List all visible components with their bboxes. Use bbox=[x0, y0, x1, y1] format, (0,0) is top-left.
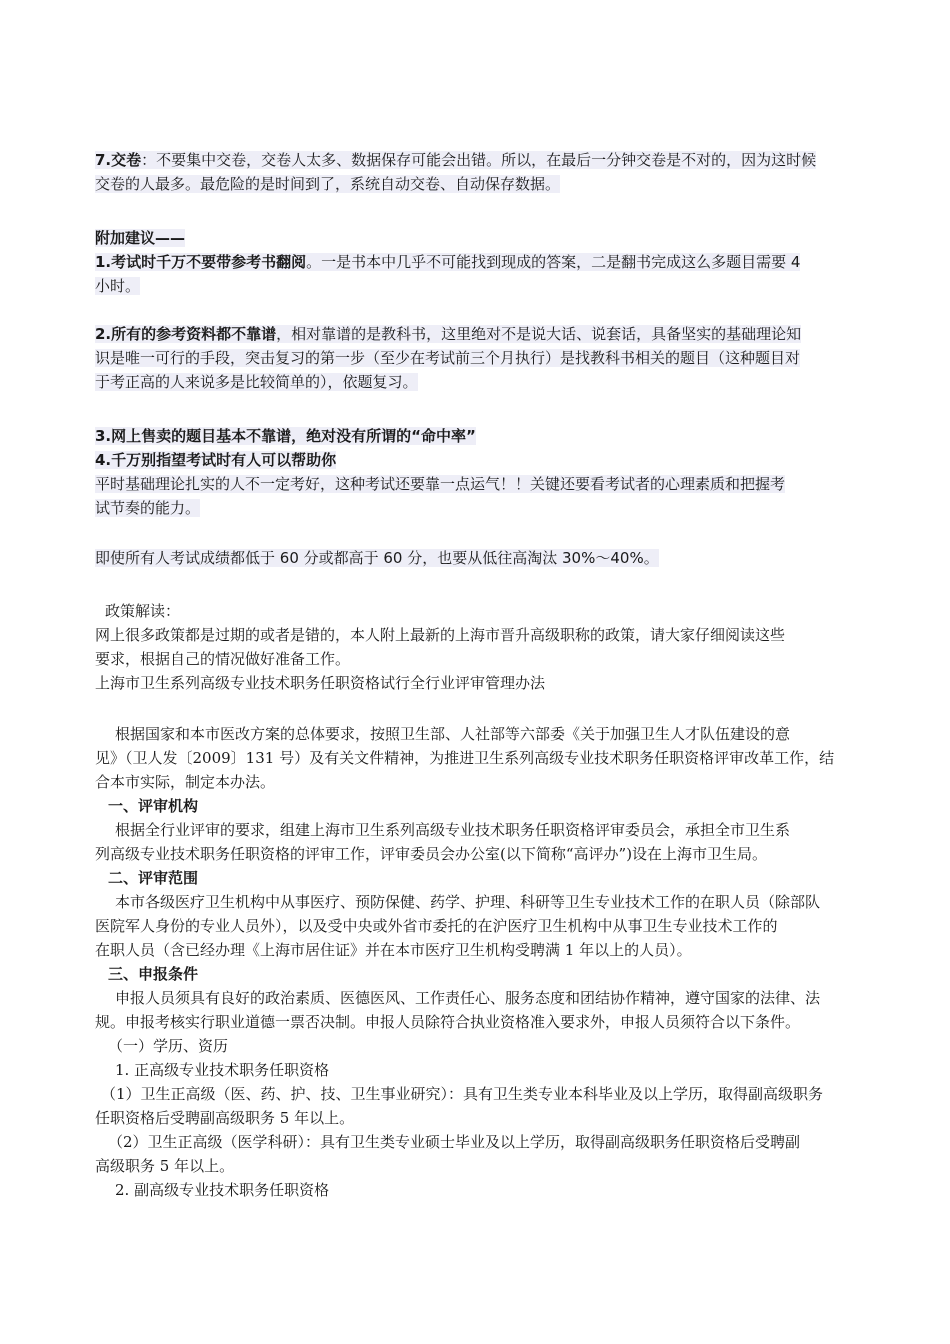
section-3-line-1: 申报人员须具有良好的政治素质、医德医风、工作责任心、服务态度和团结协作精神，遵守国家的法律、法 bbox=[115, 989, 821, 1007]
intro-line-1: 根据国家和本市医改方案的总体要求，按照卫生部、人社部等六部委《关于加强卫生人才队伍建设的意 bbox=[115, 725, 791, 743]
advice-3-4 bbox=[95, 424, 867, 520]
section-heading-2: 二、评审范围 bbox=[108, 869, 199, 887]
item-1b-line-2: 高级职务 5 年以上。 bbox=[95, 1157, 235, 1175]
section-3-line-2: 规。申报考核实行职业道德一票否决制。申报人员除符合执业资格准入要求外，申报人员须符合以下条件。 bbox=[95, 1013, 801, 1031]
item-1a-line-2: 任职资格后受聘副高级职务 5 年以上。 bbox=[95, 1109, 355, 1127]
policy-doc-title: 上海市卫生系列高级专业技术职务任职资格试行全行业评审管理办法 bbox=[95, 674, 546, 692]
policy-heading: 政策解读： bbox=[105, 602, 181, 620]
section-2-line-1: 本市各级医疗卫生机构中从事医疗、预防保健、药学、护理、科研等卫生专业技术工作的在职人员（除部队 bbox=[115, 893, 821, 911]
section-7-line-1 bbox=[95, 148, 867, 172]
advice-4-line-2: 试节奏的能力。 bbox=[95, 499, 201, 517]
advice-2-line-1: 2.所有的参考资料都不靠谱，相对靠谱的是教科书，这里绝对不是说大话、说套话，具备坚实的基础理论知 bbox=[95, 325, 802, 343]
section-1-line-2: 列高级专业技术职务任职资格的评审工作，评审委员会办公室(以下简称“高评办”)设在上海市卫生局。 bbox=[95, 845, 768, 863]
item-1: 1. 正高级专业技术职务任职资格 bbox=[115, 1061, 330, 1079]
advice-1-line-2: 小时。 bbox=[95, 277, 141, 295]
section-7-title: 7.交卷 bbox=[95, 151, 142, 169]
section-7 bbox=[95, 148, 867, 196]
item-1a-line-1: （1）卫生正高级（医、药、护、技、卫生事业研究）：具有卫生类专业本科毕业及以上学历，取得副高级职务 bbox=[101, 1085, 824, 1103]
section-2-line-2: 医院军人身份的专业人员外），以及受中央或外省市委托的在沪医疗卫生机构中从事卫生专业技术工作的 bbox=[95, 917, 778, 935]
intro-line-2: 见》（卫人发〔2009〕131 号）及有关文件精神，为推进卫生系列高级专业技术职务任职资格评审改革工作，结 bbox=[95, 749, 835, 767]
policy-section bbox=[95, 599, 867, 695]
advice-1-line-1: 1.考试时千万不要带参考书翻阅。一是书本中几乎不可能找到现成的答案，二是翻书完成这么多题目需要 4 bbox=[95, 253, 801, 271]
section-heading-1: 一、评审机构 bbox=[108, 797, 199, 815]
advice-2-line-3: 于考正高的人来说多是比较简单的），依题复习。 bbox=[95, 373, 418, 391]
section-7-line-2: 交卷的人最多。最危险的是时间到了，系统自动交卷、自动保存数据。 bbox=[95, 175, 561, 193]
item-2: 2. 副高级专业技术职务任职资格 bbox=[115, 1181, 330, 1199]
section-7-text: ：不要集中交卷，交卷人太多、数据保存可能会出错。所以，在最后一分钟交卷是不对的，因为这时候 bbox=[141, 151, 817, 169]
advice-2 bbox=[95, 322, 867, 394]
section-2-line-3: 在职人员（含已经办理《上海市居住证》并在本市医疗卫生机构受聘满 1 年以上的人员）。 bbox=[95, 941, 692, 959]
item-1b-line-1: （2）卫生正高级（医学科研）：具有卫生类专业硕士毕业及以上学历，取得副高级职务任职资格后受聘副 bbox=[108, 1133, 801, 1151]
regulation-body bbox=[95, 722, 867, 1202]
intro-line-3: 合本市实际，制定本办法。 bbox=[95, 773, 276, 791]
advice-5-line: 即使所有人考试成绩都低于 60 分或都高于 60 分，也要从低往高淘汰 30%～40%。 bbox=[95, 549, 659, 567]
policy-line-2: 要求，根据自己的情况做好准备工作。 bbox=[95, 650, 351, 668]
advice-4-line-1: 平时基础理论扎实的人不一定考好，这种考试还要靠一点运气！！关键还要看考试者的心理素质和把握考 bbox=[95, 475, 786, 493]
extra-advice bbox=[95, 226, 867, 298]
advice-2-line-2: 识是唯一可行的手段，突击复习的第一步（至少在考试前三个月执行）是找教科书相关的题目（这种题目对 bbox=[95, 349, 801, 367]
advice-4: 4.千万别指望考试时有人可以帮助你 bbox=[95, 451, 337, 469]
section-1-line-1: 根据全行业评审的要求，组建上海市卫生系列高级专业技术职务任职资格评审委员会，承担全市卫生系 bbox=[115, 821, 791, 839]
section-heading-3: 三、申报条件 bbox=[108, 965, 199, 983]
advice-5 bbox=[95, 546, 867, 570]
extra-advice-heading: 附加建议—— bbox=[95, 229, 186, 247]
subsection-1: （一）学历、资历 bbox=[108, 1037, 229, 1055]
advice-3: 3.网上售卖的题目基本不靠谱，绝对没有所谓的“命中率” bbox=[95, 427, 476, 445]
policy-line-1: 网上很多政策都是过期的或者是错的，本人附上最新的上海市晋升高级职称的政策，请大家仔细阅读这些 bbox=[95, 626, 786, 644]
